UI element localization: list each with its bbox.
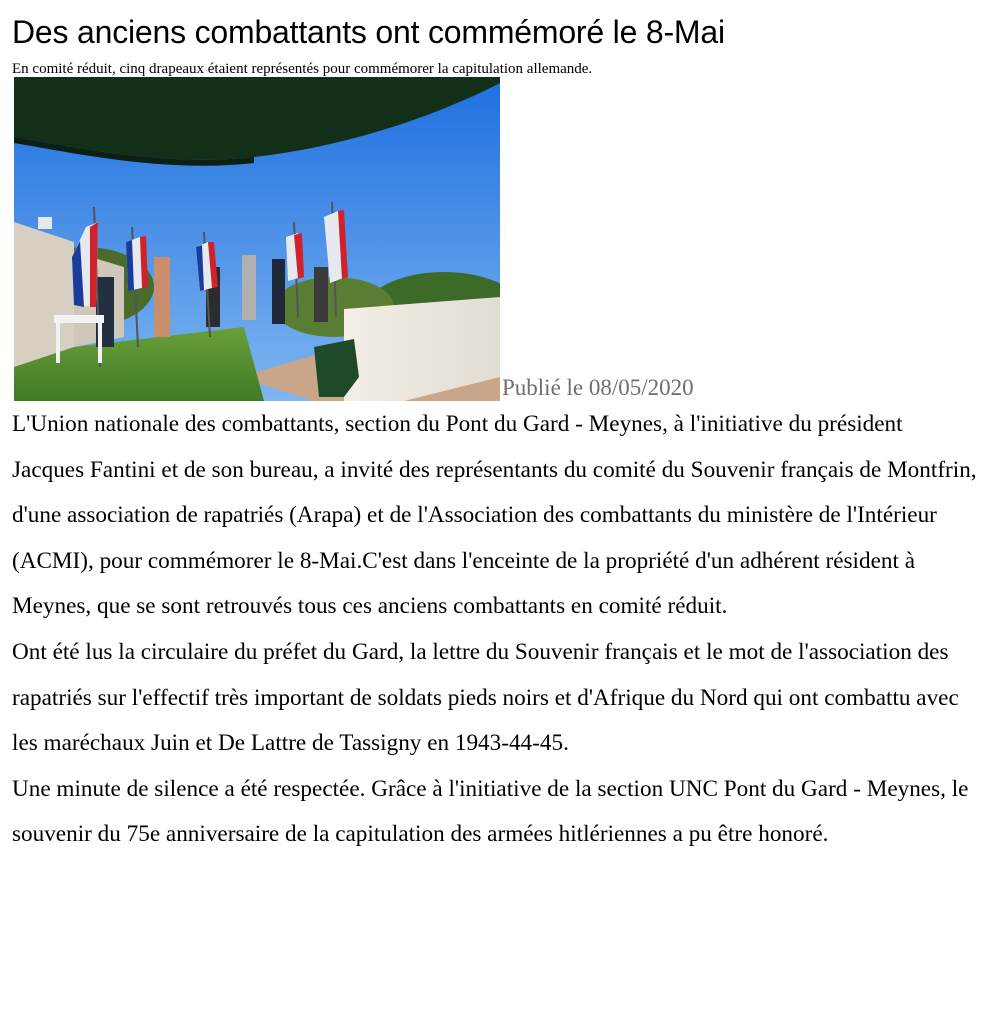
article-photo xyxy=(14,77,500,401)
article-body xyxy=(12,402,980,858)
paragraph: Ont été lus la circulaire du préfet du Gard, la lettre du Souvenir français et le mot de l'association des rapatriés sur l'effectif très important de soldats pieds noirs et d'Afrique du Nord qui ont combattu avec les maréchaux Juin et De Lattre de Tassigny en 1943-44-45. xyxy=(12,638,959,757)
article-subtitle: En comité réduit, cinq drapeaux étaient représentés pour commémorer la capitulation allemande. xyxy=(12,61,593,77)
article xyxy=(0,14,990,1026)
photo-row xyxy=(14,77,978,401)
article-title: Des anciens combattants ont commémoré le 8-Mai xyxy=(12,14,725,50)
paragraph: L'Union nationale des combattants, section du Pont du Gard - Meynes, à l'initiative du président Jacques Fantini et de son bureau, a invité des représentants du comité du Souvenir français de Montfrin, d'une association de rapatriés (Arapa) et de l'Association des combattants du ministère de l'Intérieur (ACMI), pour commémorer le 8-Mai.C'est dans l'enceinte de la propriété d'un adhérent résident à Meynes, que se sont retrouvés tous ces anciens combattants en comité réduit. xyxy=(12,411,977,620)
paragraph: Une minute de silence a été respectée. Grâce à l'initiative de la section UNC Pont du Gard - Meynes, le souvenir du 75e anniversaire de la capitulation des armées hitlériennes a pu être honoré. xyxy=(12,775,969,848)
publish-date: Publié le 08/05/2020 xyxy=(502,375,694,400)
